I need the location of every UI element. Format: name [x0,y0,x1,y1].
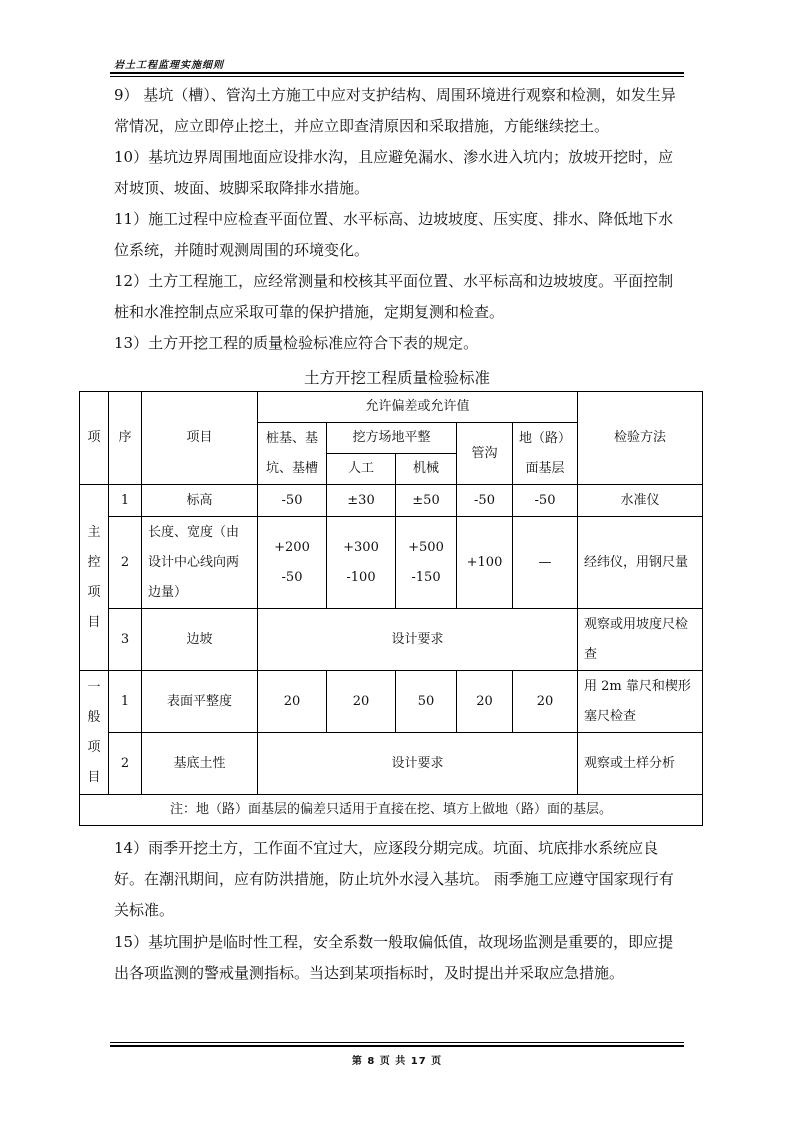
row3-item: 边坡 [142,609,258,671]
group-main-char: 目 [87,614,101,630]
row5-value: 设计要求 [258,733,578,795]
table-row [80,517,703,609]
row2-item-line: 设计中心线向两 [148,554,240,570]
quality-standard-table [79,391,703,826]
row2-machine-upper: +500 [408,539,444,555]
paragraph-15: 15）基坑围护是临时性工程，安全系数一般取偏低值，故现场监测是重要的，即应提出各项监测的警戒量测指标。当达到某项指标时，及时提出并采取应急措施。 [114,933,674,982]
row2-pipe: +100 [457,517,513,609]
header-xiang: 项 [80,392,109,485]
table-row [80,733,703,795]
header-road [513,423,578,485]
header-item: 项目 [142,392,258,485]
row2-item-line: 长度、宽度（由 [148,524,240,540]
row2-machine [396,517,457,609]
header-method: 检验方法 [578,392,703,485]
header-tolerance: 允许偏差或允许值 [258,392,578,423]
row3-method-line2: 查 [584,646,598,662]
row2-method: 经纬仪，用钢尺量 [578,517,703,609]
row4-no: 1 [109,671,142,733]
header-road-line2: 面基层 [525,460,565,476]
header-pile [258,423,327,485]
row1-pipe: -50 [457,485,513,517]
row4-method-line2: 塞尺检查 [584,708,637,724]
group-general-char: 般 [87,709,101,725]
row5-no: 2 [109,733,142,795]
group-general-char: 项 [87,739,101,755]
row1-machine: ±50 [396,485,457,517]
header-pile-line2: 坑、基槽 [265,460,318,476]
row2-pile [258,517,327,609]
row3-method [578,609,703,671]
header-pipe: 管沟 [457,423,513,485]
header-road-line1: 地（路） [518,430,571,446]
row5-item: 基底土性 [142,733,258,795]
group-general-char: 一 [87,679,101,695]
header-rule-thick [110,72,684,74]
paragraph-12: 12）土方工程施工，应经常测量和校核其平面位置、水平标高和边坡坡度。平面控制桩和水准控制点应采取可靠的保护措施，定期复测和检查。 [114,272,674,321]
group-main-char: 主 [87,524,101,540]
group-main-char: 控 [87,554,101,570]
page-number: 第 8 页 共 17 页 [351,1056,443,1067]
header-rule-thin [110,76,684,77]
table-row [80,485,703,517]
row1-item: 标高 [142,485,258,517]
row4-method [578,671,703,733]
row4-item: 表面平整度 [142,671,258,733]
group-general-char: 目 [87,769,101,785]
row2-no: 2 [109,517,142,609]
row1-pile: -50 [258,485,327,517]
footer-rule-thick [110,1045,684,1047]
row1-manual: ±30 [327,485,396,517]
row4-pipe: 20 [457,671,513,733]
group-main-control [80,485,109,671]
row2-item-line: 边量） [148,584,188,600]
row2-manual [327,517,396,609]
row2-pile-lower: -50 [281,569,303,585]
footer-rule-thin [110,1042,684,1043]
paragraph-9: 9） 基坑（槽）、管沟土方施工中应对支护结构、周围环境进行观察和检测，如发生异常情况，应立即停止挖土，并应立即查清原因和采取措施，方能继续挖土。 [114,86,676,135]
table-caption: 土方开挖工程质量检验标准 [303,369,490,387]
header-xu: 序 [109,392,142,485]
row3-method-line1: 观察或用坡度尺检 [584,616,689,632]
row2-item [142,517,258,609]
row4-machine: 50 [396,671,457,733]
header-manual: 人工 [327,454,396,485]
group-main-char: 项 [87,584,101,600]
row4-manual: 20 [327,671,396,733]
row2-machine-lower: -150 [411,569,441,585]
table-row [80,795,703,826]
header-site-leveling: 挖方场地平整 [327,423,457,454]
paragraph-11: 11）施工过程中应检查平面位置、水平标高、边坡坡度、压实度、排水、降低地下水位系统，并随时观测周围的环境变化。 [114,210,674,259]
row1-method: 水准仪 [578,485,703,517]
row5-method: 观察或土样分析 [578,733,703,795]
row1-no: 1 [109,485,142,517]
document-header-title: 岩土工程监理实施细则 [114,60,224,71]
row4-method-line1: 用 2m 靠尺和楔形 [584,678,691,694]
table-note: 注：地（路）面基层的偏差只适用于直接在挖、填方上做地（路）面的基层。 [80,795,703,826]
paragraph-13: 13）土方开挖工程的质量检验标准应符合下表的规定。 [114,334,479,352]
row4-pile: 20 [258,671,327,733]
table-row [80,609,703,671]
row1-road: -50 [513,485,578,517]
row4-road: 20 [513,671,578,733]
row2-pile-upper: +200 [274,539,310,555]
row2-manual-upper: +300 [343,539,379,555]
header-machine: 机械 [396,454,457,485]
paragraph-14: 14）雨季开挖土方，工作面不宜过大，应逐段分期完成。坑面、坑底排水系统应良好。在潮汛期间，应有防洪措施，防止坑外水浸入基坑。 雨季施工应遵守国家现行有关标准。 [114,839,674,919]
table-row [80,671,703,733]
paragraph-10: 10）基坑边界周围地面应设排水沟，且应避免漏水、渗水进入坑内；放坡开挖时，应对坡顶、坡面、坡脚采取降排水措施。 [114,148,674,197]
row2-road: — [513,517,578,609]
row3-no: 3 [109,609,142,671]
row2-manual-lower: -100 [346,569,376,585]
row3-value: 设计要求 [258,609,578,671]
group-general [80,671,109,795]
header-pile-line1: 桩基、基 [265,430,318,446]
